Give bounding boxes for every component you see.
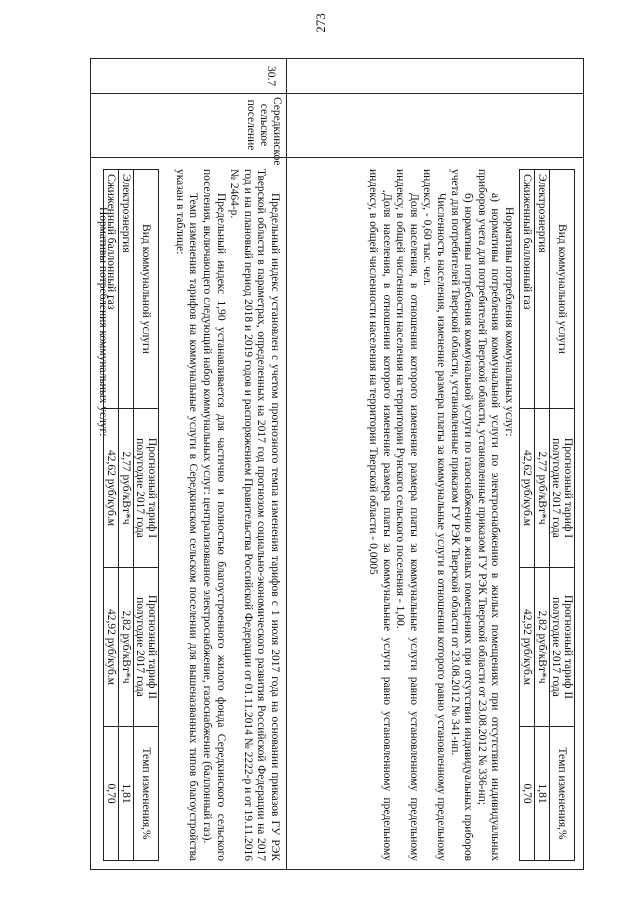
main-table-frame: [90, 58, 584, 870]
header-service: Вид коммунальной услуги: [550, 170, 575, 409]
column-divider: [91, 157, 583, 158]
header-tariff-h2: Прогнозный тариф II полугодие 2017 года: [134, 568, 159, 727]
population-count: Численность населения, изменение размера платы за коммунальные услуги в отношении которого равно установленному предельному индексу, - 0,60 тыс. чел.: [421, 169, 448, 861]
tariff-table-top: [519, 169, 575, 861]
index-basis: Предельный индекс установлен с учетом прогнозного темпа изменения тарифов с 1 июля 2017 года на основании приказов ГУ РЭК Тверской области в параметрах, определенных на 2017 год прогнозом социально-экономического развития Российской Федерации на 2017 год и на плановый период 2018 и 2019 годов и распоряжением Правительства Российской Федерации от 01.11.2014 № 2222-р и от 19.11.2016 № 2464-р.: [228, 169, 281, 861]
table-row: Сжиженный баллонный газ 42,62 руб/куб.м 42,92 руб/куб.м 0,70: [520, 170, 535, 861]
column-divider: [91, 93, 583, 94]
tariff-table-bottom: [103, 169, 159, 861]
population-share-region: Доля населения, в отношении которого изменение размера платы за коммунальные услуги равно установленному предельному индексу, в общей численности населения на территории Тверской области - 0,0005: [367, 169, 393, 861]
norms-title: Нормативы потребления коммунальных услуг:: [503, 207, 515, 437]
index-value: Предельный индекс 1,90 устанавливается для частично и полностью благоустроенного жилого фонда Середкинского сельского поселения, включающего следующий набор коммунальных услуг: централизованное электроснабжение, газоснабжение (баллонный газ).: [201, 169, 227, 861]
header-tariff-h2: Прогнозный тариф II полугодие 2017 года: [550, 568, 575, 727]
rotated-page-content: [90, 58, 584, 870]
page-number: 273: [313, 13, 328, 33]
header-tariff-h1: Прогнозный тариф I полугодие 2017 года: [550, 409, 575, 568]
norm-b: б) нормативы потребления коммунальной услуги по газоснабжению в жилых помещениях при отсутствии индивидуальных приборов учета для потребителей Тверской области, установленные приказом ГУ РЭК Тверской области от 23.08.2012 № 341-нп.: [448, 169, 475, 861]
table-row: Сжиженный баллонный газ 42,62 руб/куб.м 42,92 руб/куб.м 0,70: [104, 170, 119, 861]
norms-block-bottom: [95, 169, 109, 861]
header-rate: Темп изменения,%: [134, 727, 159, 861]
norms-block-top: [365, 169, 515, 861]
row-number: 30.7: [265, 65, 277, 87]
settlement-name: Середкинское сельское поселение: [245, 97, 283, 166]
tariff-rate-intro: Темп изменения тарифов на коммунальные услуги в Середкинском сельском поселении для вышеназванных типов благоустройства указан в таблице:: [173, 169, 200, 861]
header-service: Вид коммунальной услуги: [134, 170, 159, 409]
norm-a: а) нормативы потребления коммунальной услуги по электроснабжению в жилых помещениях при отсутствии индивидуальных приборов учета для потребителей Тверской области, установленные приказом ГУ РЭК Тверской области от 23.08.2012 № 336-нп;: [475, 169, 502, 861]
header-tariff-h1: Прогнозный тариф I полугодие 2017 года: [134, 409, 159, 568]
index-block: [172, 169, 281, 861]
norms-title: Нормативы потребления коммунальных услуг:: [97, 207, 109, 437]
row-content: [89, 163, 583, 867]
population-share-rural: Доля населения, в отношении которого изменение размера платы за коммунальные услуги равно установленному предельному индексу, в общей численности населения на территории Рунского сельского поселения - 1,00.: [394, 169, 420, 861]
stray-mark: ·: [375, 189, 390, 194]
table-row: Электроэнергия 2,77 руб/кВт*ч 2,82 руб/кВт*ч 1,81: [119, 170, 134, 861]
table-row: Электроэнергия 2,77 руб/кВт*ч 2,82 руб/кВт*ч 1,81: [535, 170, 550, 861]
header-rate: Темп изменения,%: [550, 727, 575, 861]
